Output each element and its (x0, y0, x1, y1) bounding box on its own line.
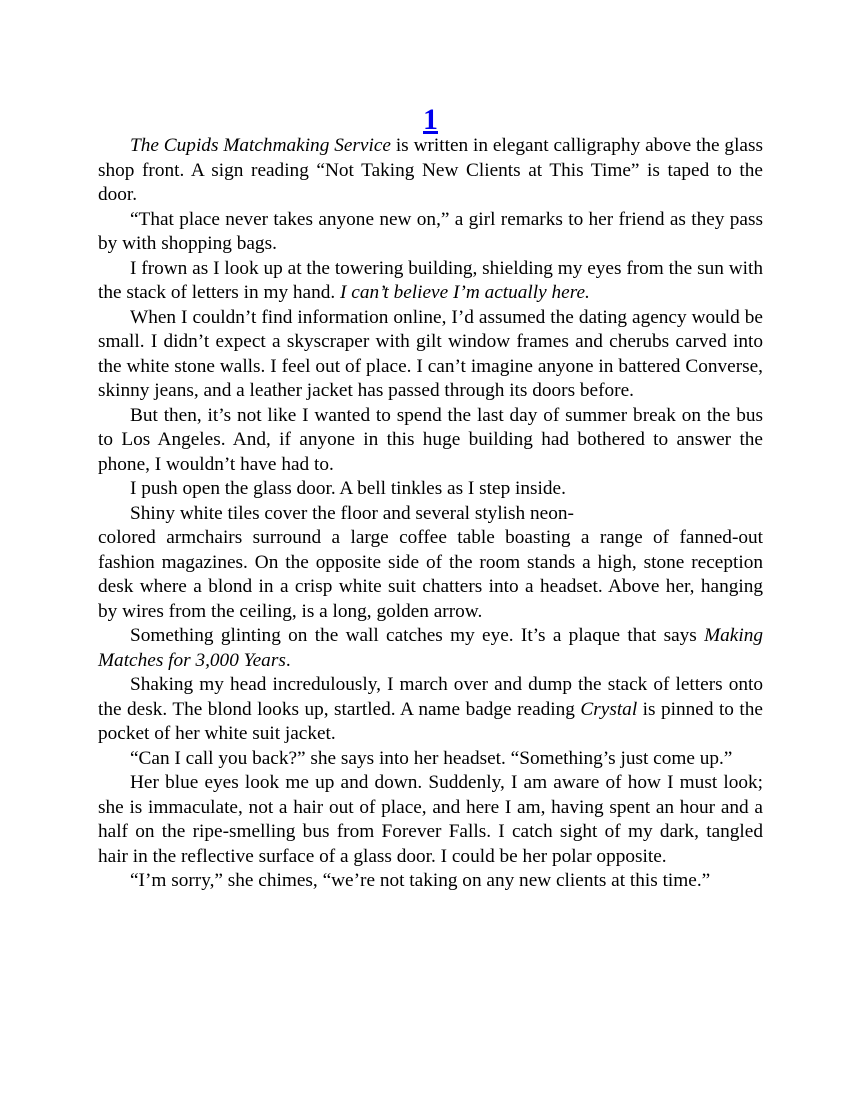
paragraph-3-text: I frown as I look up at the towering building, shielding my eyes from the sun with the stack of letters in my hand. (98, 257, 763, 303)
paragraph-4 (98, 306, 763, 404)
paragraph-10 (98, 747, 763, 772)
paragraph-12 (98, 869, 763, 894)
paragraph-12-text: “I’m sorry,” she chimes, “we’re not taking on any new clients at this time.” (130, 870, 711, 891)
plaque-text-italic: Making Matches for 3,000 Years (98, 625, 763, 671)
paragraph-9-text: Shaking my head incredulously, I march over and dump the stack of letters onto the desk. The blond looks up, startled. A name badge reading (98, 674, 763, 720)
paragraph-9-tail: is pinned to the pocket of her white suit jacket. (98, 698, 763, 744)
paragraph-5-text: But then, it’s not like I wanted to spend the last day of summer break on the bus to Los Angeles. And, if anyone in this huge building had bothered to answer the phone, I wouldn’t have had to. (98, 404, 763, 475)
paragraph-2 (98, 208, 763, 257)
agency-name-italic: The Cupids Matchmaking Service (130, 135, 391, 156)
paragraph-4-text: When I couldn’t find information online, I’d assumed the dating agency would be small. I didn’t expect a skyscraper with gilt window frames and cherubs carved into the white stone walls. I feel out of place. I can’t imagine anyone in battered Converse, skinny jeans, and a leather jacket has passed through its doors before. (98, 306, 763, 401)
paragraph-8-tail: . (285, 649, 291, 671)
book-page (98, 100, 763, 894)
paragraph-3 (98, 257, 763, 306)
paragraph-10-text: “Can I call you back?” she says into her headset. “Something’s just come up.” (130, 747, 733, 769)
paragraph-1-text: is written in elegant calligraphy above the glass shop front. A sign reading “Not Taking New Clients at This Time” is taped to the door. (98, 135, 763, 205)
paragraph-7-text: colored armchairs surround a large coffee table boasting a range of fanned-out fashion magazines. On the opposite side of the room stands a high, stone reception desk where a blond in a crisp white suit chatters into a headset. Above her, hanging by wires from the ceiling, is a long, golden arrow. (98, 527, 763, 622)
paragraph-3-italic-thought: I can’t believe I’m actually here. (340, 282, 590, 303)
paragraph-11-text: Her blue eyes look me up and down. Suddenly, I am aware of how I must look; she is immaculate, not a hair out of place, and here I am, having spent an hour and a half on the ripe-smelling bus from Forever Falls. I catch sight of my dark, tangled hair in the reflective surface of a glass door. I could be her polar opposite. (98, 772, 763, 867)
paragraph-2-text: “That place never takes anyone new on,” a girl remarks to her friend as they pass by with shopping bags. (98, 208, 763, 254)
paragraph-7-first-line: Shiny white tiles cover the floor and several stylish neon- (130, 502, 574, 524)
paragraph-8 (98, 624, 763, 673)
chapter-number-link[interactable]: 1 (423, 103, 438, 136)
paragraph-11 (98, 771, 763, 869)
paragraph-5 (98, 404, 763, 478)
paragraph-6 (98, 477, 763, 502)
paragraph-9 (98, 673, 763, 747)
paragraph-6-text: I push open the glass door. A bell tinkles as I step inside. (130, 478, 566, 499)
paragraph-7 (98, 502, 763, 625)
name-badge-italic: Crystal (580, 698, 638, 720)
paragraph-8-text: Something glinting on the wall catches my eye. It’s a plaque that says (130, 625, 705, 646)
paragraph-1 (98, 134, 763, 208)
